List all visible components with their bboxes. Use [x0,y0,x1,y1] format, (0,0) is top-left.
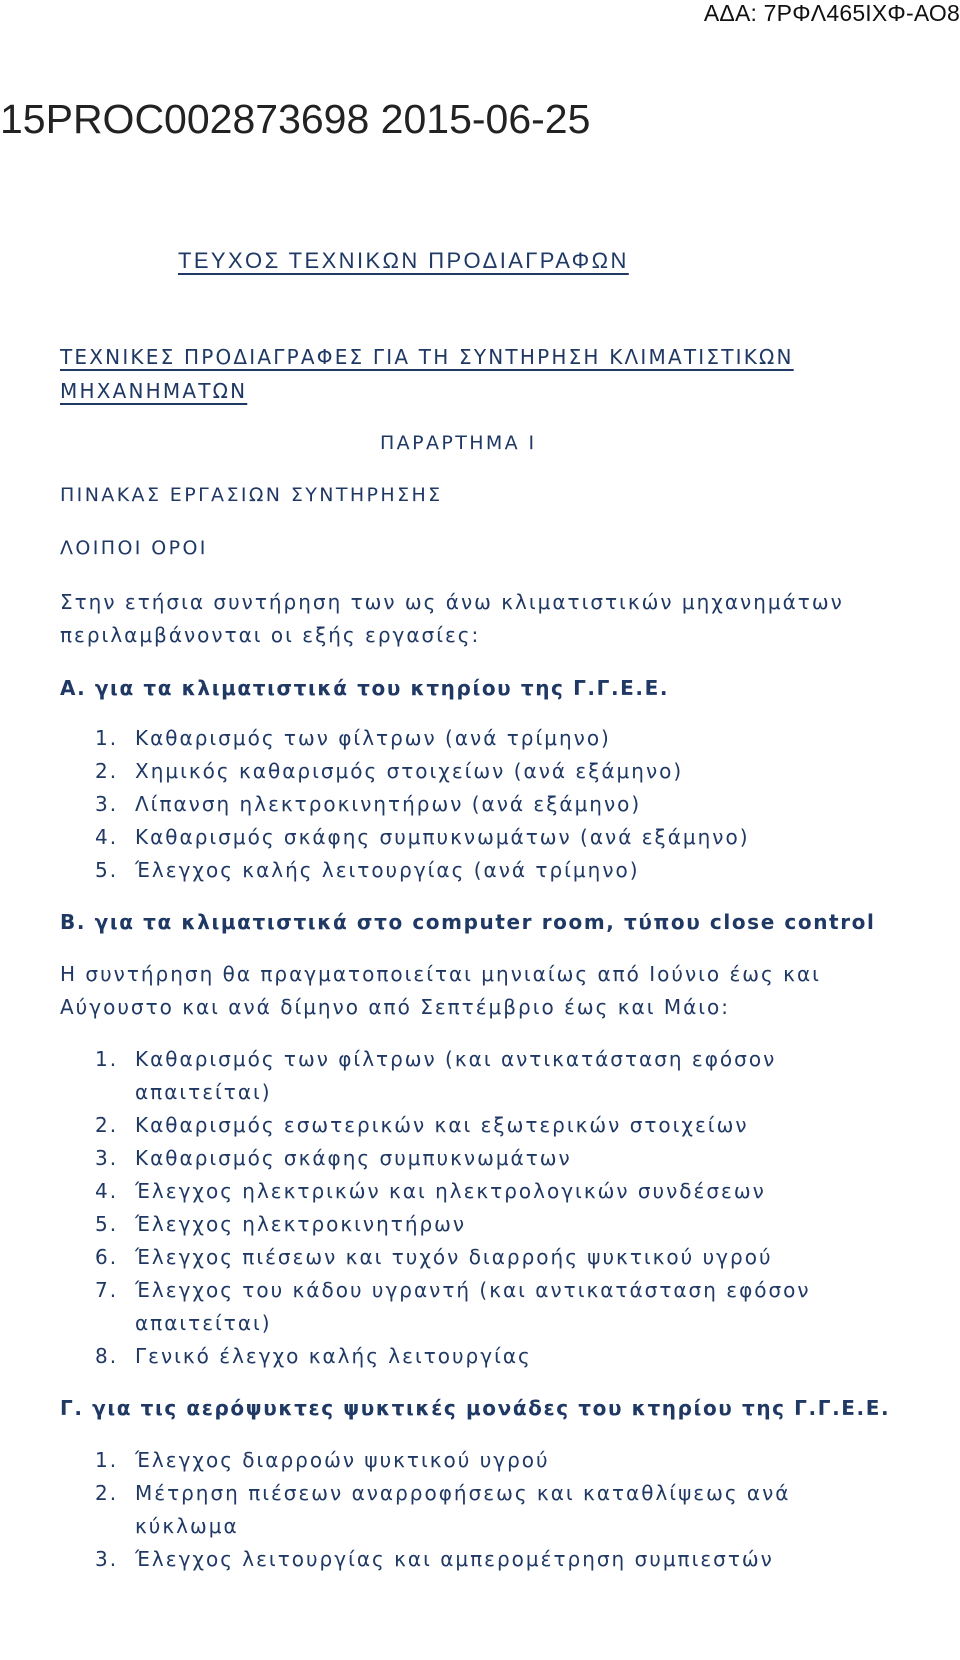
list-item-text: Έλεγχος πιέσεων και τυχόν διαρροής ψυκτικού υγρού [135,1245,773,1269]
list-item-text: Καθαρισμός σκάφης συμπυκνωμάτων (ανά εξάμηνο) [135,825,750,849]
section-a-title: Α. για τα κλιματιστικά του κτηρίου της Γ.Γ.Ε.Ε. [60,676,670,700]
list-item-text: Γενικό έλεγχο καλής λειτουργίας [135,1344,532,1368]
list-item-text: Καθαρισμός σκάφης συμπυκνωμάτων [135,1146,572,1170]
annex-heading: ΠΑΡΑΡΤΗΜΑ Ι [380,432,537,454]
list-item-number: 2. [95,1113,119,1137]
list-item-number: 2. [95,759,119,783]
list-item-continuation: απαιτείται) [135,1080,272,1104]
list-item-number: 5. [95,858,119,882]
list-item-text: Μέτρηση πιέσεων αναρροφήσεως και καταθλίψεως ανά [135,1481,791,1505]
list-item-text: Χημικός καθαρισμός στοιχείων (ανά εξάμηνο) [135,759,684,783]
list-item-continuation: κύκλωμα [135,1514,239,1538]
list-item-number: 3. [95,1547,119,1571]
subtitle-line-2: ΜΗΧΑΝΗΜΑΤΩΝ [60,379,248,403]
list-item-text: Καθαρισμός εσωτερικών και εξωτερικών στοιχείων [135,1113,749,1137]
list-item-number: 3. [95,1146,119,1170]
intro-line-1: Στην ετήσια συντήρηση των ως άνω κλιματιστικών μηχανημάτων [60,590,844,614]
list-item-number: 1. [95,1448,119,1472]
list-item-text: Καθαρισμός των φίλτρων (και αντικατάσταση εφόσον [135,1047,777,1071]
list-item-number: 8. [95,1344,119,1368]
list-item-continuation: απαιτείται) [135,1311,272,1335]
list-item-text: Έλεγχος καλής λειτουργίας (ανά τρίμηνο) [135,858,640,882]
list-item-number: 3. [95,792,119,816]
list-item-text: Έλεγχος λειτουργίας και αμπερομέτρηση συμπιεστών [135,1547,774,1571]
section-b-intro-line-1: Η συντήρηση θα πραγματοποιείται μηνιαίως από Ιούνιο έως και [60,962,821,986]
list-item-number: 7. [95,1278,119,1302]
list-item-text: Έλεγχος ηλεκτρικών και ηλεκτρολογικών συνδέσεων [135,1179,766,1203]
list-item-text: Έλεγχος διαρροών ψυκτικού υγρού [135,1448,550,1472]
list-item-number: 4. [95,1179,119,1203]
list-item-text: Έλεγχος του κάδου υγραντή (και αντικατάσταση εφόσον [135,1278,811,1302]
section-b-intro-line-2: Αύγουστο και ανά δίμηνο από Σεπτέμβριο έως και Μάιο: [60,995,731,1019]
maintenance-table-heading: ΠΙΝΑΚΑΣ ΕΡΓΑΣΙΩΝ ΣΥΝΤΗΡΗΣΗΣ [60,484,443,506]
document-protocol-id: 15PROC002873698 2015-06-25 [0,96,591,142]
list-item-text: Καθαρισμός των φίλτρων (ανά τρίμηνο) [135,726,611,750]
list-item-number: 2. [95,1481,119,1505]
section-c-title: Γ. για τις αερόψυκτες ψυκτικές μονάδες του κτηρίου της Γ.Γ.Ε.Ε. [60,1396,891,1420]
list-item-text: Έλεγχος ηλεκτροκινητήρων [135,1212,467,1236]
other-terms-heading: ΛΟΙΠΟΙ ΟΡΟΙ [60,537,208,559]
subtitle-line-1: ΤΕΧΝΙΚΕΣ ΠΡΟΔΙΑΓΡΑΦΕΣ ΓΙΑ ΤΗ ΣΥΝΤΗΡΗΣΗ ΚΛΙΜΑΤΙΣΤΙΚΩΝ [60,345,794,369]
list-item-number: 1. [95,1047,119,1071]
ada-stamp: ΑΔΑ: 7ΡΦΛ465ΙΧΦ-ΑΟ8 [703,0,960,26]
list-item-number: 6. [95,1245,119,1269]
list-item-number: 1. [95,726,119,750]
intro-line-2: περιλαμβάνονται οι εξής εργασίες: [60,623,481,647]
list-item-number: 4. [95,825,119,849]
section-b-title: Β. για τα κλιματιστικά στο computer room, τύπου close control [60,910,876,934]
document-title: ΤΕΥΧΟΣ ΤΕΧΝΙΚΩΝ ΠΡΟΔΙΑΓΡΑΦΩΝ [178,248,629,273]
list-item-number: 5. [95,1212,119,1236]
list-item-text: Λίπανση ηλεκτροκινητήρων (ανά εξάμηνο) [135,792,642,816]
